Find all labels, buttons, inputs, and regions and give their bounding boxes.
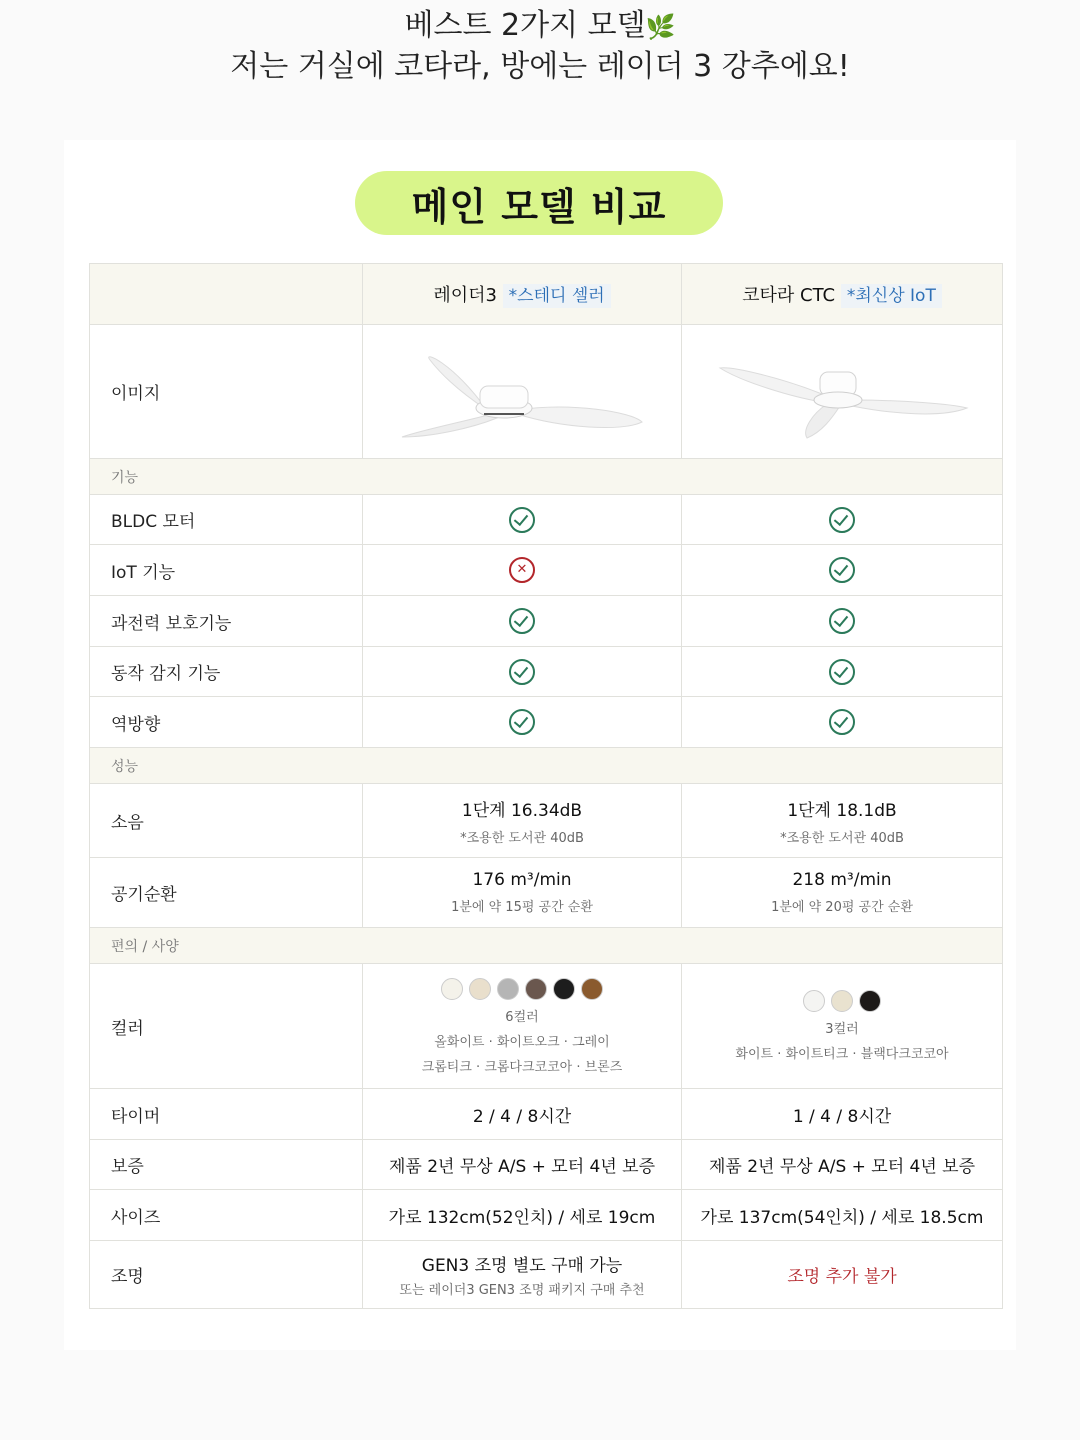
model-a-image-cell [363, 325, 682, 459]
model-a-lighting-value: GEN3 조명 별도 구매 가능 [421, 1256, 623, 1276]
model-a-overcurrent [363, 596, 682, 647]
check-icon [829, 608, 855, 634]
row-label-overcurrent: 과전력 보호기능 [90, 596, 363, 647]
heading-line2: 저는 거실에 코타라, 방에는 레이더 3 강추에요! [230, 49, 850, 84]
row-label-noise: 소음 [90, 784, 363, 858]
heading-line1: 베스트 2가지 모델 [404, 8, 646, 43]
leaf-icon: 🌿 [645, 13, 676, 41]
color-swatch [581, 978, 603, 1000]
comparison-table [89, 263, 1003, 1309]
table-row [90, 1190, 1003, 1241]
section-label-convenience: 편의 / 사양 [90, 928, 1003, 964]
model-a-name: 레이더3 [433, 285, 497, 306]
check-icon [829, 557, 855, 583]
table-row [90, 325, 1003, 459]
table-row [90, 647, 1003, 697]
check-icon [509, 709, 535, 735]
model-b-name: 코타라 CTC [742, 285, 836, 306]
row-label-iot: IoT 기능 [90, 545, 363, 596]
model-b-colors [682, 964, 1003, 1089]
model-a-motion [363, 647, 682, 697]
check-icon [509, 659, 535, 685]
section-label-performance: 성능 [90, 748, 1003, 784]
model-b-air-value: 218 m³/min [792, 870, 892, 890]
color-swatch [441, 978, 463, 1000]
color-swatch [553, 978, 575, 1000]
row-label-warranty: 보증 [90, 1140, 363, 1190]
model-a-noise [363, 784, 682, 858]
model-b-noise-value: 1단계 18.1dB [787, 800, 897, 821]
row-label-motion: 동작 감지 기능 [90, 647, 363, 697]
check-icon [509, 608, 535, 634]
section-row-function [90, 459, 1003, 495]
model-b-image-cell [682, 325, 1003, 459]
row-label-lighting: 조명 [90, 1241, 363, 1309]
header-model-a [363, 264, 682, 325]
model-a-lighting [363, 1241, 682, 1309]
model-a-fan-image [392, 342, 652, 442]
model-a-size: 가로 132cm(52인치) / 세로 19cm [363, 1190, 682, 1241]
model-b-warranty: 제품 2년 무상 A/S + 모터 4년 보증 [682, 1140, 1003, 1190]
row-label-air: 공기순환 [90, 858, 363, 928]
model-a-swatches [363, 978, 681, 1000]
model-b-air-note: 1분에 약 20평 공간 순환 [771, 900, 913, 915]
color-swatch [497, 978, 519, 1000]
section-label-function: 기능 [90, 459, 1003, 495]
model-a-color-names-1: 올화이트 · 화이트오크 · 그레이 [434, 1034, 610, 1050]
check-icon [829, 507, 855, 533]
model-b-tag: *최신상 IoT [841, 284, 942, 308]
model-a-reverse [363, 697, 682, 748]
check-icon [829, 659, 855, 685]
table-row [90, 1140, 1003, 1190]
model-a-color-count: 6컬러 [505, 1009, 539, 1025]
table-row [90, 1089, 1003, 1140]
color-swatch [859, 990, 881, 1012]
model-b-reverse [682, 697, 1003, 748]
header-model-b [682, 264, 1003, 325]
section-row-performance [90, 748, 1003, 784]
table-header-row [90, 264, 1003, 325]
model-b-noise-note: *조용한 도서관 40dB [780, 830, 904, 846]
page-heading [0, 6, 1080, 87]
check-icon [829, 709, 855, 735]
model-a-color-names-2: 크롬티크 · 크롬다크코코아 · 브론즈 [421, 1059, 623, 1075]
color-swatch [803, 990, 825, 1012]
color-swatch [525, 978, 547, 1000]
model-a-noise-note: *조용한 도서관 40dB [460, 830, 584, 846]
table-row [90, 596, 1003, 647]
row-label-bldc: BLDC 모터 [90, 495, 363, 545]
x-circle-icon: ✕ [509, 557, 535, 583]
model-a-lighting-note: 또는 레이더3 GEN3 조명 패키지 구매 추천 [399, 1283, 645, 1298]
model-b-color-count: 3컬러 [825, 1022, 859, 1037]
model-a-air-value: 176 m³/min [472, 870, 572, 890]
table-row [90, 1241, 1003, 1309]
section-row-convenience [90, 928, 1003, 964]
model-b-air [682, 858, 1003, 928]
model-b-timer: 1 / 4 / 8시간 [682, 1089, 1003, 1140]
model-a-warranty: 제품 2년 무상 A/S + 모터 4년 보증 [363, 1140, 682, 1190]
comparison-title-pill: 메인 모델 비교 [355, 171, 723, 235]
table-row [90, 784, 1003, 858]
model-a-noise-value: 1단계 16.34dB [461, 800, 583, 821]
row-label-timer: 타이머 [90, 1089, 363, 1140]
table-row [90, 858, 1003, 928]
model-a-bldc [363, 495, 682, 545]
model-b-overcurrent [682, 596, 1003, 647]
model-b-fan-image [712, 342, 972, 442]
model-b-noise [682, 784, 1003, 858]
header-empty-cell [90, 264, 363, 325]
row-label-reverse: 역방향 [90, 697, 363, 748]
model-a-air-note: 1분에 약 15평 공간 순환 [451, 900, 593, 915]
model-b-bldc [682, 495, 1003, 545]
table-row [90, 697, 1003, 748]
model-b-color-names-1: 화이트 · 화이트티크 · 블랙다크코코아 [735, 1047, 949, 1062]
check-icon [509, 507, 535, 533]
model-b-lighting: 조명 추가 불가 [682, 1241, 1003, 1309]
model-b-iot [682, 545, 1003, 596]
color-swatch [469, 978, 491, 1000]
row-label-image: 이미지 [90, 325, 363, 459]
model-a-colors [363, 964, 682, 1089]
table-row [90, 964, 1003, 1089]
model-a-iot [363, 545, 682, 596]
table-row [90, 545, 1003, 596]
model-a-tag: *스테디 셀러 [503, 284, 611, 308]
row-label-size: 사이즈 [90, 1190, 363, 1241]
table-row [90, 495, 1003, 545]
model-b-motion [682, 647, 1003, 697]
model-b-swatches [682, 990, 1002, 1012]
row-label-color: 컬러 [90, 964, 363, 1089]
color-swatch [831, 990, 853, 1012]
model-b-size: 가로 137cm(54인치) / 세로 18.5cm [682, 1190, 1003, 1241]
model-a-air [363, 858, 682, 928]
model-a-timer: 2 / 4 / 8시간 [363, 1089, 682, 1140]
